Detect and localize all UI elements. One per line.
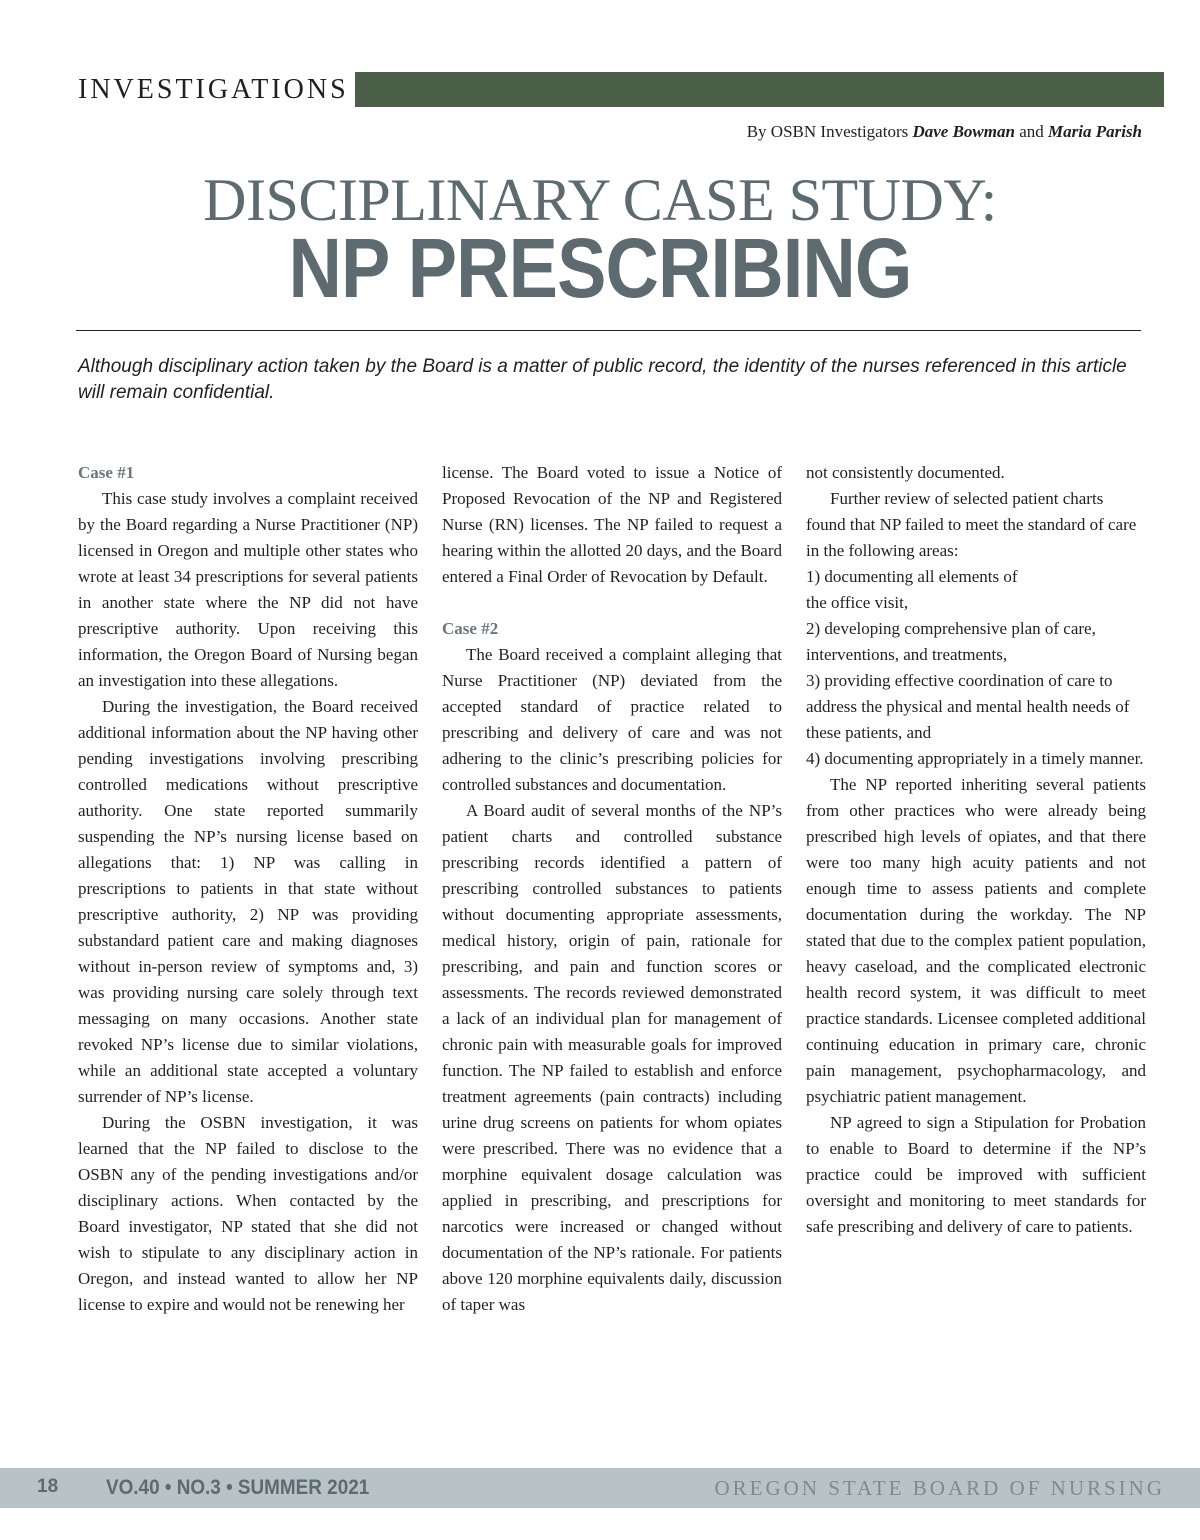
author-1: Dave Bowman xyxy=(912,122,1015,141)
list-item: 1) documenting all elements of xyxy=(806,567,1018,586)
case-2-paragraph-3: Further review of selected patient charts found that NP failed to meet the standard of care in the following areas: xyxy=(806,489,1137,560)
title-rule xyxy=(76,330,1141,331)
column-2 xyxy=(442,460,782,1318)
case-1-heading: Case #1 xyxy=(78,463,135,482)
list-item: 2) developing comprehensive plan of care, interventions, and treatments, xyxy=(806,619,1096,664)
byline-prefix: By OSBN Investigators xyxy=(746,122,913,141)
column-1 xyxy=(78,460,418,1318)
title-line-1: DISCIPLINARY CASE STUDY: xyxy=(203,167,997,233)
case-1-paragraph-4: license. The Board voted to issue a Notice of Proposed Revocation of the NP and Registered Nurse (RN) licenses. The NP failed to request a hearing within the allotted 20 days, and the Board entered a Final Order of Revocation by Default. xyxy=(442,463,782,586)
byline xyxy=(747,122,1142,142)
section-bar xyxy=(355,72,1164,107)
list-item: 3) providing effective coordination of care to address the physical and mental health needs of these patients, and xyxy=(806,671,1130,742)
case-2-paragraph-1: The Board received a complaint alleging that Nurse Practitioner (NP) deviated from the accepted standard of practice related to prescribing and delivery of care and was not adhering to the clinic’s prescribing policies for controlled substances and documentation. xyxy=(442,645,782,794)
organization-name: OREGON STATE BOARD OF NURSING xyxy=(714,1476,1165,1500)
list-item: the office visit, xyxy=(806,593,909,612)
spacer xyxy=(442,590,782,616)
issue-info: VO.40 • NO.3 • SUMMER 2021 xyxy=(106,1476,370,1499)
case-2-paragraph-2: A Board audit of several months of the NP’s patient charts and controlled substance prescribing records identified a pattern of prescribing controlled substances to patients without documenting appropriate assessments, medical history, origin of pain, rationale for prescribing, and pain and function scores or assessments. The records reviewed demonstrated a lack of an individual plan for management of chronic pain with measurable goals for improved function. The NP failed to establish and enforce treatment agreements (pain contracts) including urine drug screens on patients for whom opiates were prescribed. There was no evidence that a morphine equivalent dosage calculation was applied in prescribing, and prescriptions for narcotics were increased or changed without documentation of the NP’s rationale. For patients above 120 morphine equivalents daily, discussion of taper was xyxy=(442,801,782,1314)
title-line-2: NP PRESCRIBING xyxy=(288,221,912,315)
case-1-paragraph-1: This case study involves a complaint received by the Board regarding a Nurse Practitioner (NP) licensed in Oregon and multiple other states who wrote at least 34 prescriptions for several patients in another state where the NP did not have prescriptive authority. Upon receiving this information, the Oregon Board of Nursing began an investigation into these allegations. xyxy=(78,489,418,690)
case-1-paragraph-3: During the OSBN investigation, it was learned that the NP failed to disclose to the OSBN any of the pending investigations and/or disciplinary actions. When contacted by the Board investigator, NP stated that she did not wish to stipulate to any disciplinary action in Oregon, and instead wanted to allow her NP license to expire and would not be renewing her xyxy=(78,1113,418,1314)
section-label: INVESTIGATIONS xyxy=(78,74,349,105)
intro-text: Although disciplinary action taken by the Board is a matter of public record, the identity of the nurses referenced in this article will remain confidential. xyxy=(78,356,1127,403)
list-item: 4) documenting appropriately in a timely manner. xyxy=(806,749,1144,768)
case-2-paragraph-4: The NP reported inheriting several patients from other practices who were already being prescribed high levels of opiates, and that there were too many high acuity patients and not enough time to assess patients and complete documentation during the workday. The NP stated that due to the complex patient population, heavy caseload, and the complicated electronic health record system, it was difficult to meet practice standards. Licensee completed additional continuing education in primary care, chronic pain management, psychopharmacology, and psychiatric patient management. xyxy=(806,775,1146,1106)
byline-and: and xyxy=(1014,122,1048,141)
author-2: Maria Parish xyxy=(1048,122,1142,141)
page-number: 18 xyxy=(37,1476,59,1497)
section-header xyxy=(78,72,1164,108)
case-2-paragraph-5: NP agreed to sign a Stipulation for Probation to enable to Board to determine if the NP’s practice could be improved with sufficient oversight and monitoring to meet standards for safe prescribing and delivery of care to patients. xyxy=(806,1113,1146,1236)
case-2-heading: Case #2 xyxy=(442,619,499,638)
case-1-paragraph-2: During the investigation, the Board received additional information about the NP having other pending investigations involving prescribing controlled medications without prescriptive authority. One state reported summarily suspending the NP’s nursing license based on allegations that: 1) NP was calling in prescriptions to patients in that state without prescriptive authority, 2) NP was providing substandard patient care and making diagnoses without in-person review of symptoms and, 3) was providing nursing care solely through text messaging on many occasions. Another state revoked NP’s license due to similar violations, while an additional state accepted a voluntary surrender of NP’s license. xyxy=(78,697,418,1106)
footer xyxy=(0,1468,1200,1508)
column-3 xyxy=(806,460,1146,1240)
case-2-paragraph-2-continued: not consistently documented. xyxy=(806,463,1005,482)
